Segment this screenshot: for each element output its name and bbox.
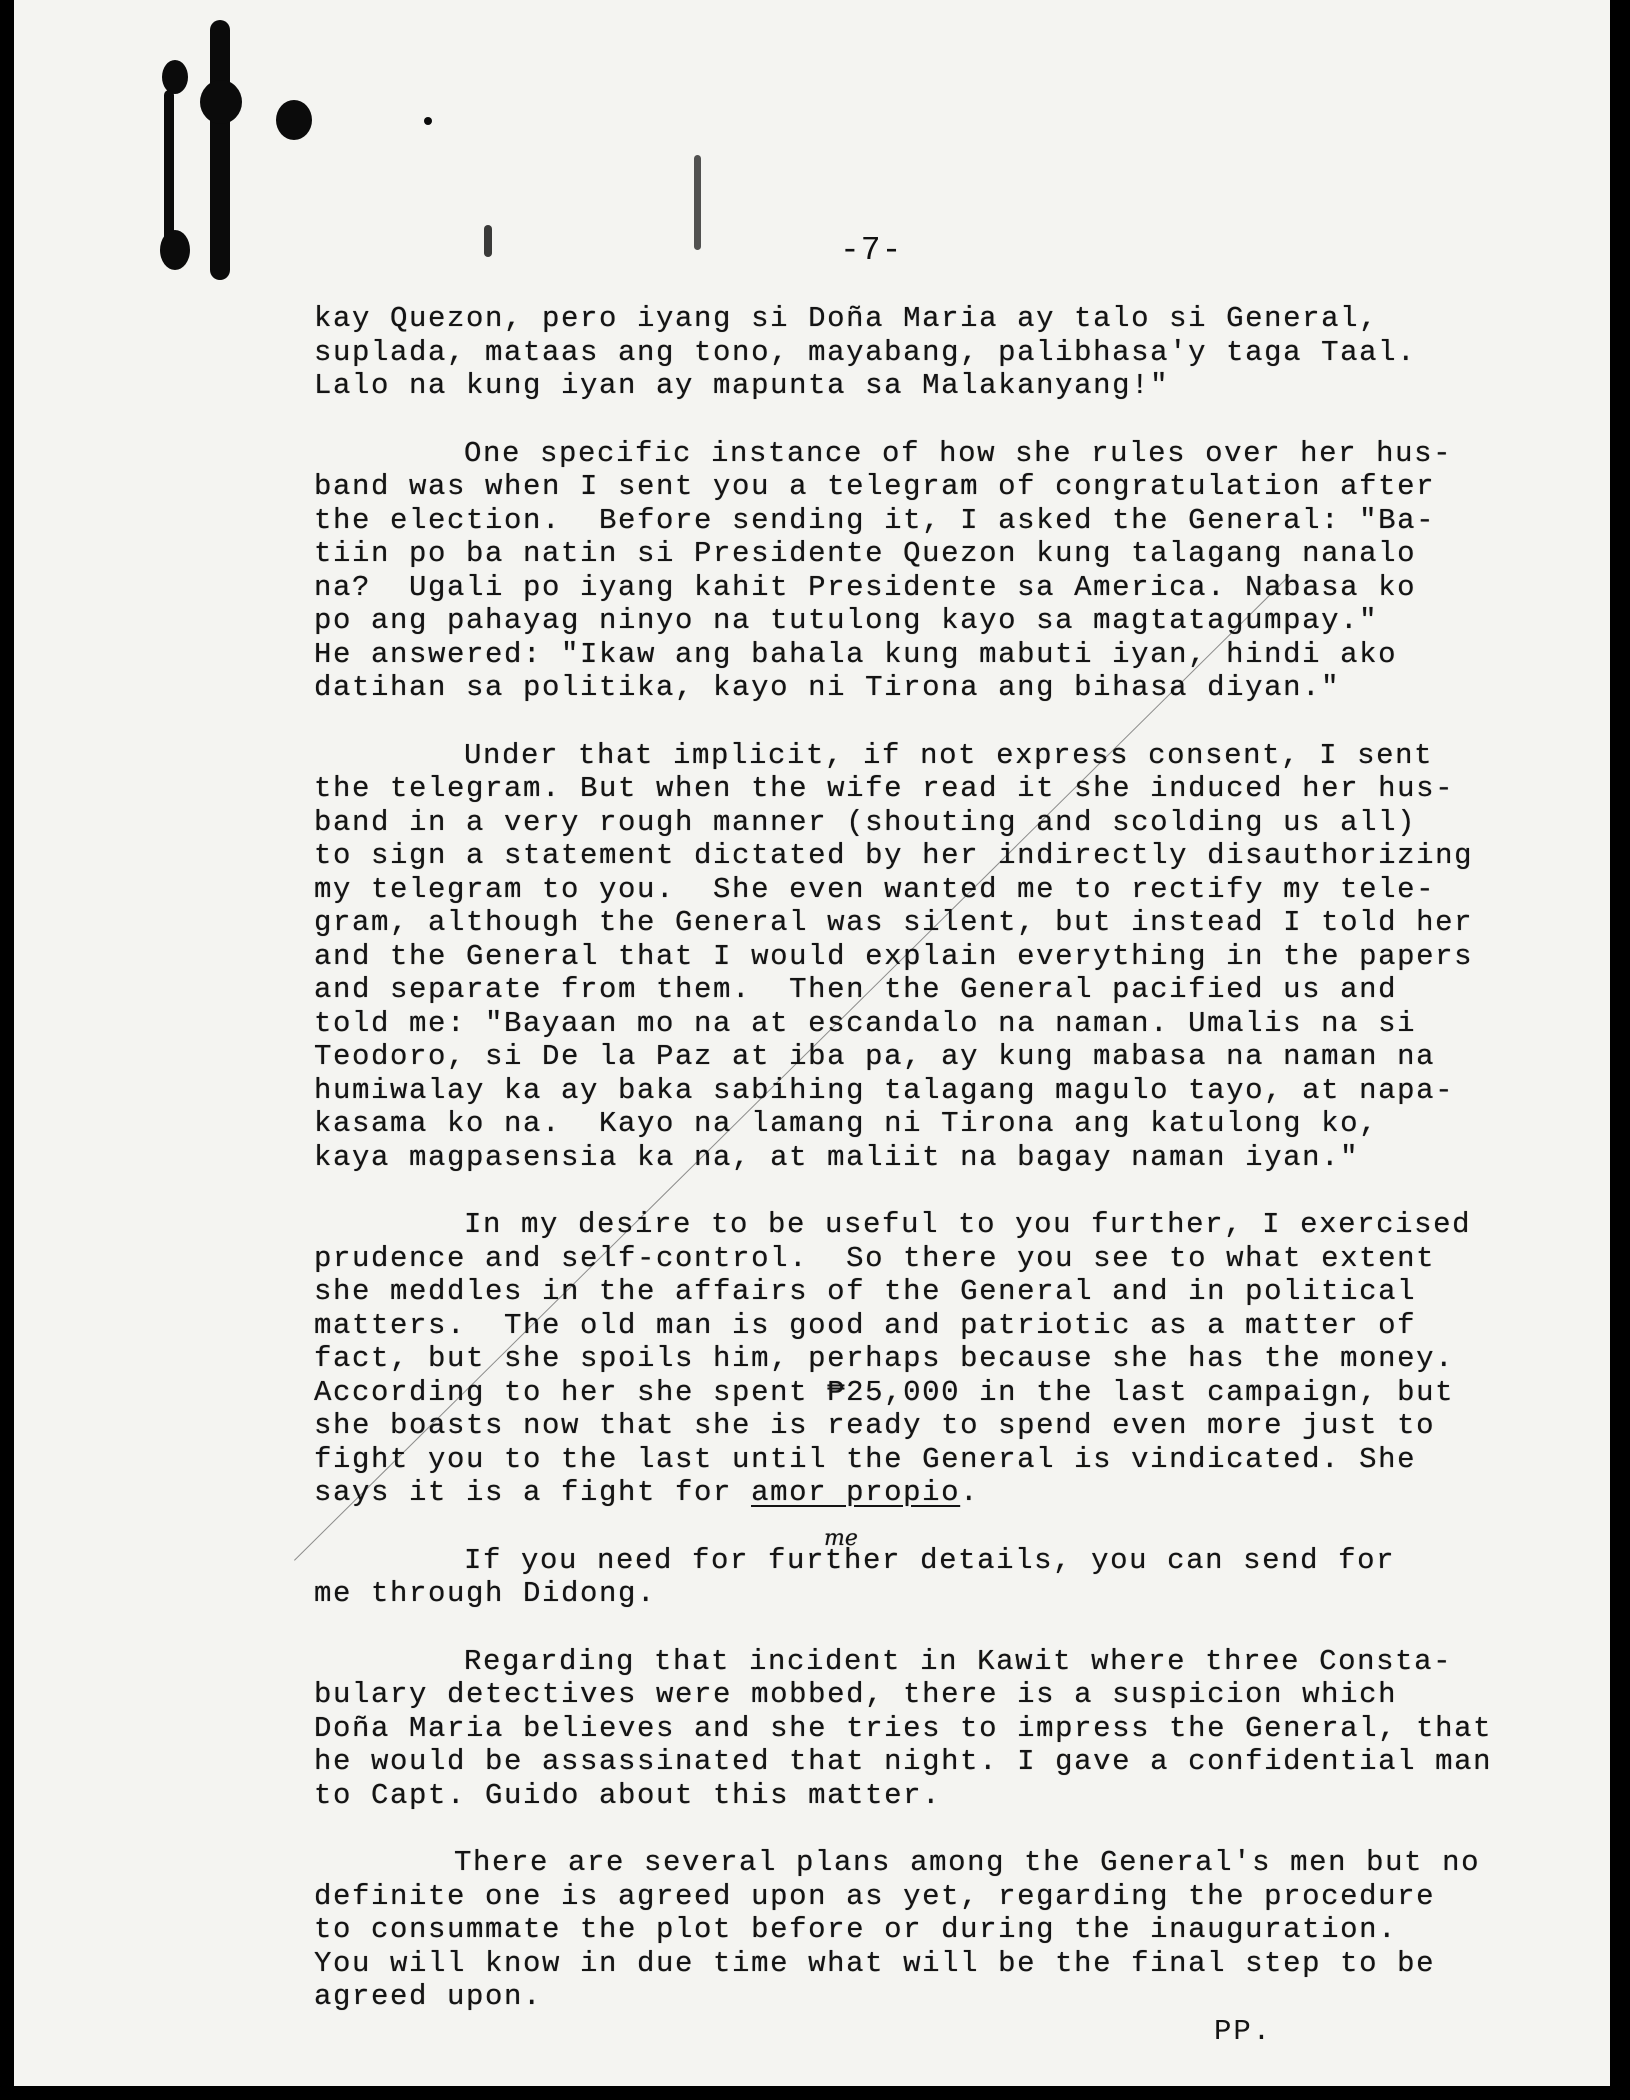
paragraph-4: [314, 1208, 1564, 1510]
text-line: According to her she spent ₱25,000 in the last campaign, but: [314, 1375, 1455, 1409]
text-line: she meddles in the affairs of the General and in political: [314, 1275, 1417, 1308]
text-line: tiin po ba natin si Presidente Quezon kung talagang nanalo: [314, 537, 1417, 570]
text-line: bulary detectives were mobbed, there is a suspicion which: [314, 1678, 1398, 1711]
text-line: humiwalay ka ay baka sabihing talagang magulo tayo, at napa-: [314, 1073, 1455, 1107]
text-line: she boasts now that she is ready to spend even more just to: [314, 1409, 1436, 1442]
text-line: told me: "Bayaan mo na at escandalo na naman. Umalis na si: [314, 1006, 1417, 1040]
text-line: gram, although the General was silent, but instead I told her: [314, 906, 1474, 939]
text-line: the election. Before sending it, I asked the General: "Ba-: [314, 503, 1436, 537]
text-fragment: .: [960, 1476, 980, 1509]
ink-stain: [160, 230, 190, 270]
ink-stain: [162, 60, 188, 94]
text-line: He answered: "Ikaw ang bahala kung mabuti iyan, hindi ako: [314, 637, 1398, 671]
text-line: Under that implicit, if not express consent, I sent: [464, 738, 1434, 772]
text-line: datihan sa politika, kayo ni Tirona ang bihasa diyan.": [314, 671, 1341, 704]
text-fragment: If you need: [464, 1543, 674, 1577]
document-page: [14, 0, 1610, 2086]
ink-stain: [276, 100, 312, 140]
text-line: There are several plans among the General's men but no: [454, 1846, 1481, 1879]
text-line: matters. The old man is good and patriotic as a matter of: [314, 1308, 1417, 1342]
text-line: to Capt. Guido about this matter.: [314, 1778, 942, 1812]
paragraph-7: [314, 1846, 1564, 2014]
paragraph-2: [314, 437, 1564, 705]
text-line: One specific instance of how she rules over her hus-: [464, 436, 1453, 470]
text-line: to consummate the plot before or during the inauguration.: [314, 1913, 1398, 1946]
scan-border: [1610, 0, 1630, 2100]
paragraph-1: [314, 302, 1564, 403]
text-line: prudence and self-control. So there you see to what extent: [314, 1241, 1436, 1275]
text-line: In my desire to be useful to you further, I exercised: [464, 1208, 1472, 1241]
text-line: kaya magpasensia ka na, at maliit na bagay naman iyan.": [314, 1140, 1360, 1174]
signature-initials: PP.: [1214, 2015, 1273, 2048]
text-line: kay Quezon, pero iyang si Doña Maria ay talo si General,: [314, 302, 1379, 335]
text-line: the telegram. But when the wife read it she induced her hus-: [314, 772, 1455, 805]
text-line: fight you to the last until the General is vindicated. She: [314, 1442, 1417, 1476]
text-line: agreed upon.: [314, 1980, 543, 2013]
text-line: he would be assassinated that night. I gave a confidential man: [314, 1745, 1493, 1778]
text-line: Regarding that incident in Kawit where three Consta-: [464, 1644, 1453, 1678]
text-line: [314, 1525, 1564, 1578]
paragraph-6: [314, 1645, 1564, 1813]
underlined-phrase: amor propio: [751, 1476, 961, 1509]
ink-stain: [200, 80, 242, 124]
ink-speck: [424, 117, 432, 125]
text-line: [314, 1476, 1564, 1510]
text-line: kasama ko na. Kayo na lamang ni Tirona ang katulong ko,: [314, 1107, 1379, 1140]
text-line: and separate from them. Then the General pacified us and: [314, 973, 1398, 1006]
text-line: na? Ugali po iyang kahit Presidente sa America. Nabasa ko: [314, 570, 1417, 604]
text-line: and the General that I would explain everything in the papers: [314, 939, 1474, 973]
text-line: band in a very rough manner (shouting and scolding us all): [314, 805, 1417, 839]
ink-stain: [210, 20, 230, 280]
text-line: band was when I sent you a telegram of congratulation after: [314, 470, 1436, 503]
handwritten-insert: me: [824, 1525, 858, 1551]
text-line: definite one is agreed upon as yet, regarding the procedure: [314, 1879, 1436, 1913]
ink-stain: [484, 225, 492, 257]
text-line: You will know in due time what will be the final step to be: [314, 1946, 1436, 1980]
paragraph-5: [314, 1525, 1564, 1611]
ink-stain: [694, 155, 701, 250]
text-line: me through Didong.: [314, 1577, 657, 1610]
letter-body: [314, 302, 1564, 2048]
text-line: my telegram to you. She even wanted me to rectify my tele-: [314, 872, 1436, 906]
text-fragment: says it is a fight for: [314, 1476, 752, 1509]
text-line: Doña Maria believes and she tries to impress the General, that: [314, 1711, 1493, 1745]
text-line: fact, but she spoils him, perhaps because she has the money.: [314, 1342, 1455, 1375]
text-line: suplada, mataas ang tono, mayabang, palibhasa'y taga Taal.: [314, 335, 1417, 369]
text-line: po ang pahayag ninyo na tutulong kayo sa magtatagumpay.": [314, 604, 1379, 637]
text-fragment: for further details, you can send for: [673, 1543, 1396, 1577]
text-line: to sign a statement dictated by her indirectly disauthorizing: [314, 839, 1474, 872]
paragraph-3: [314, 739, 1564, 1175]
text-line: Lalo na kung iyan ay mapunta sa Malakanyang!": [314, 369, 1170, 402]
text-line: Teodoro, si De la Paz at iba pa, ay kung mabasa na naman na: [314, 1040, 1436, 1073]
page-number: -7-: [840, 232, 903, 269]
